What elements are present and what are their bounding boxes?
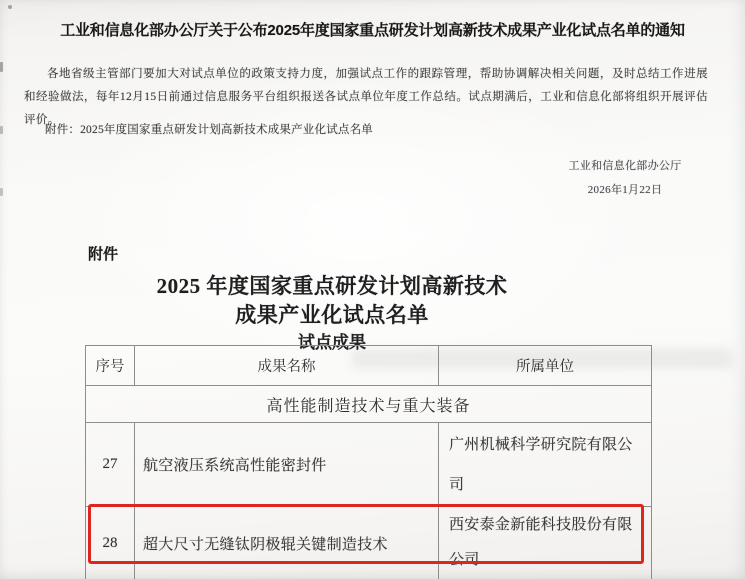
attachment-reference-line: 附件：2025年度国家重点研发计划高新技术成果产业化试点名单	[45, 124, 373, 136]
scan-speck	[8, 5, 12, 9]
attachment-heading-line2: 成果产业化试点名单	[235, 303, 429, 327]
scan-speck	[0, 188, 3, 196]
row-achievement: 航空液压系统高性能密封件	[135, 423, 439, 507]
category-row	[86, 386, 652, 423]
column-header-achievement: 成果名称	[135, 346, 439, 386]
signature-issuer: 工业和信息化部办公厅	[568, 160, 682, 172]
attachment-heading-line1: 2025 年度国家重点研发计划高新技术	[156, 274, 508, 298]
row-no: 27	[86, 423, 135, 507]
row-no: 28	[86, 507, 135, 579]
table-row	[86, 423, 652, 507]
category-label: 高性能制造技术与重大装备	[86, 386, 652, 423]
column-header-no: 序号	[86, 346, 135, 386]
table-row	[86, 507, 652, 579]
notice-body-paragraph: 各地省级主管部门要加大对试点单位的政策支持力度，加强试点工作的跟踪管理，帮助协调解决相关问题，及时总结工作进展和经验做法，每年12月15日前通过信息服务平台组织报送各试点单位年度工作总结。试点期满后，工业和信息化部将组织开展评估评价。	[24, 68, 708, 126]
pilot-results-table	[85, 345, 652, 579]
scan-speck	[0, 126, 3, 134]
signature-block	[530, 157, 720, 197]
attachment-subheading: 试点成果	[298, 333, 366, 352]
scan-speck	[0, 62, 3, 72]
row-achievement: 超大尺寸无缝钛阴极辊关键制造技术	[135, 507, 439, 579]
attachment-label: 附件	[88, 246, 119, 263]
row-organization: 西安泰金新能科技股份有限公司	[439, 507, 652, 579]
signature-date: 2026年1月22日	[587, 184, 663, 196]
document-title: 工业和信息化部办公厅关于公布2025年度国家重点研发计划高新技术成果产业化试点名单的通知	[60, 22, 685, 39]
table-header-row	[86, 346, 652, 386]
row-organization: 广州机械科学研究院有限公司	[439, 423, 652, 507]
column-header-organization: 所属单位	[439, 346, 652, 386]
